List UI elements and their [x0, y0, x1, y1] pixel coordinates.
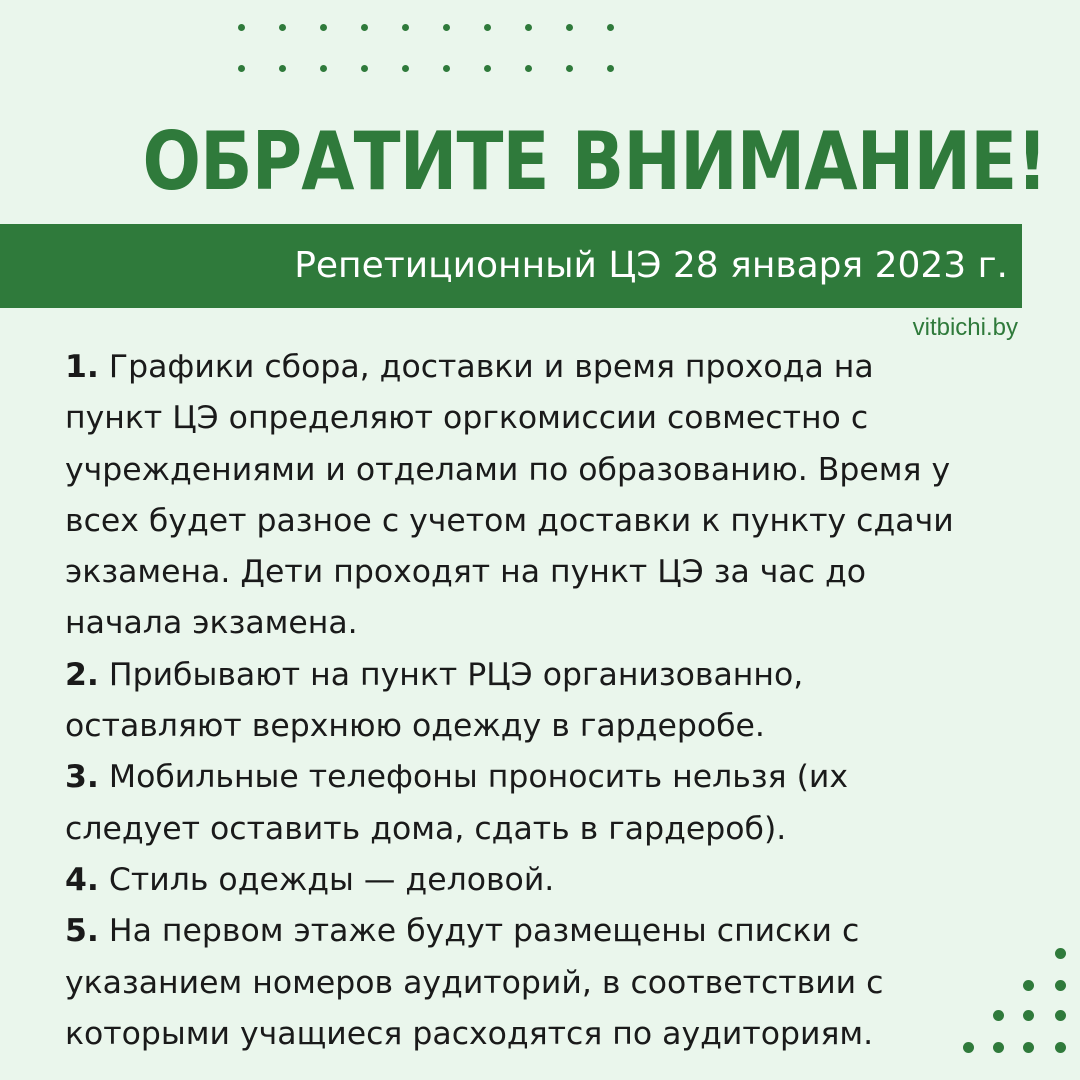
- item-text: Прибывают на пункт РЦЭ организованно, оставляют верхнюю одежду в гардеробе.: [65, 656, 804, 745]
- site-link[interactable]: vitbichi.by: [912, 314, 1018, 341]
- item-text: На первом этаже будут размещены списки с указанием номеров аудиторий, в соответствии с которыми учащиеся расходятся по аудиториям.: [65, 913, 884, 1052]
- list-item: [65, 906, 965, 1060]
- decorative-dots-corner: [955, 940, 1080, 1080]
- item-text: Стиль одежды — деловой.: [108, 861, 555, 898]
- subtitle-text: Репетиционный ЦЭ 28 января 2023 г.: [294, 245, 1008, 286]
- list-item: [65, 650, 965, 753]
- decorative-dots-top: [238, 24, 618, 74]
- item-text: Мобильные телефоны проносить нельзя (их следует оставить дома, сдать в гардероб).: [65, 759, 848, 847]
- page-title: ОБРАТИТЕ ВНИМАНИЕ!: [142, 115, 1047, 208]
- item-number: 3.: [65, 759, 99, 796]
- list-item: [65, 855, 965, 906]
- item-number: 1.: [65, 349, 99, 385]
- list-item: [65, 752, 965, 855]
- item-number: 4.: [65, 861, 99, 898]
- item-text: Графики сбора, доставки и время прохода на пункт ЦЭ определяют оргкомиссии совместно с учреждениями и отделами по образованию. Время у всех будет разное с учетом доставки к пункту сдачи экзамена. Дети проходят на пункт ЦЭ за час до начала экзамена.: [65, 349, 954, 642]
- item-number: 2.: [65, 656, 99, 693]
- list-item: [65, 342, 965, 650]
- item-number: 5.: [65, 913, 99, 950]
- notice-list: [65, 342, 965, 1060]
- subtitle-banner: [0, 224, 1022, 308]
